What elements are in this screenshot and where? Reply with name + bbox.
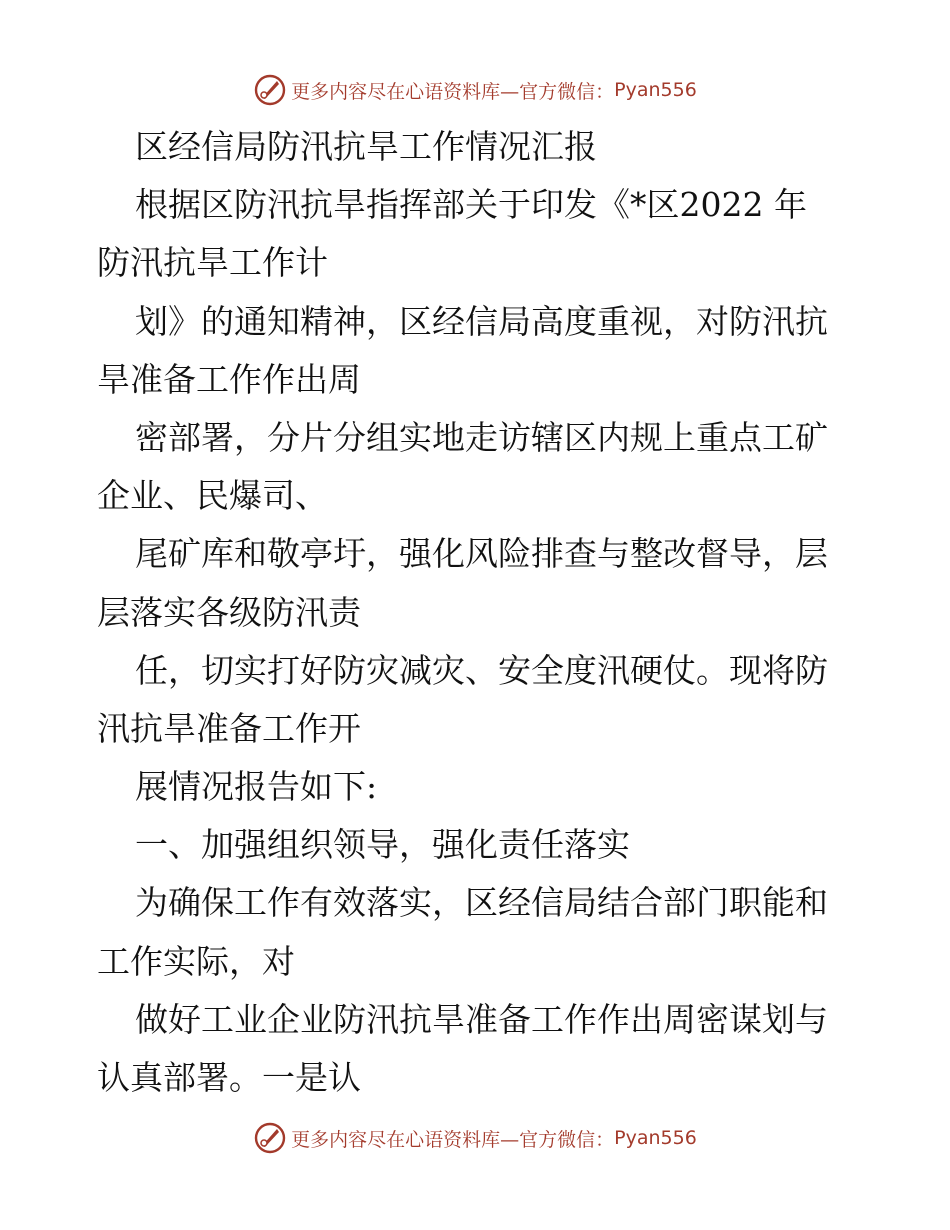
text-line: 为确保工作有效落实，区经信局结合部门职能和 bbox=[135, 883, 828, 923]
quill-logo-icon bbox=[253, 1121, 287, 1155]
text-line: 汛抗旱准备工作开 bbox=[97, 708, 361, 748]
watermark-banner-bottom bbox=[0, 1118, 950, 1158]
section-heading: 一、加强组织领导，强化责任落实 bbox=[135, 825, 630, 865]
text-line: 划》的通知精神，区经信局高度重视，对防汛抗 bbox=[135, 301, 828, 341]
text-line: 认真部署。一是认 bbox=[97, 1058, 361, 1097]
text-line: 密部署，分片分组实地走访辖区内规上重点工矿 bbox=[135, 417, 828, 457]
text-line: 旱准备工作作出周 bbox=[97, 359, 361, 399]
quill-logo-icon bbox=[253, 73, 287, 107]
document-title: 区经信局防汛抗旱工作情况汇报 bbox=[135, 127, 597, 166]
text-line: 防汛抗旱工作计 bbox=[97, 243, 328, 283]
text-line: 工作实际，对 bbox=[97, 941, 295, 981]
text-line: 尾矿库和敬亭圩，强化风险排查与整改督导，层 bbox=[135, 534, 828, 574]
text-line: 根据区防汛抗旱指挥部关于印发《*区2022 年 bbox=[135, 185, 807, 225]
text-line: 层落实各级防汛责 bbox=[97, 592, 361, 632]
text-line: 展情况报告如下: bbox=[135, 767, 378, 807]
watermark-text: 更多内容尽在心语资料库—官方微信： bbox=[291, 80, 615, 103]
text-line: 任，切实打好防灾减灾、安全度汛硬仗。现将防 bbox=[135, 650, 828, 690]
watermark-wechat-id: Pyan556 bbox=[614, 79, 697, 101]
text-line: 做好工业企业防汛抗旱准备工作作出周密谋划与 bbox=[135, 999, 828, 1039]
text-line: 企业、民爆司、 bbox=[97, 476, 328, 516]
watermark-banner-top bbox=[0, 70, 950, 110]
document-body bbox=[97, 118, 857, 1107]
watermark-text: 更多内容尽在心语资料库—官方微信： bbox=[291, 1128, 615, 1151]
watermark-wechat-id: Pyan556 bbox=[614, 1127, 697, 1149]
